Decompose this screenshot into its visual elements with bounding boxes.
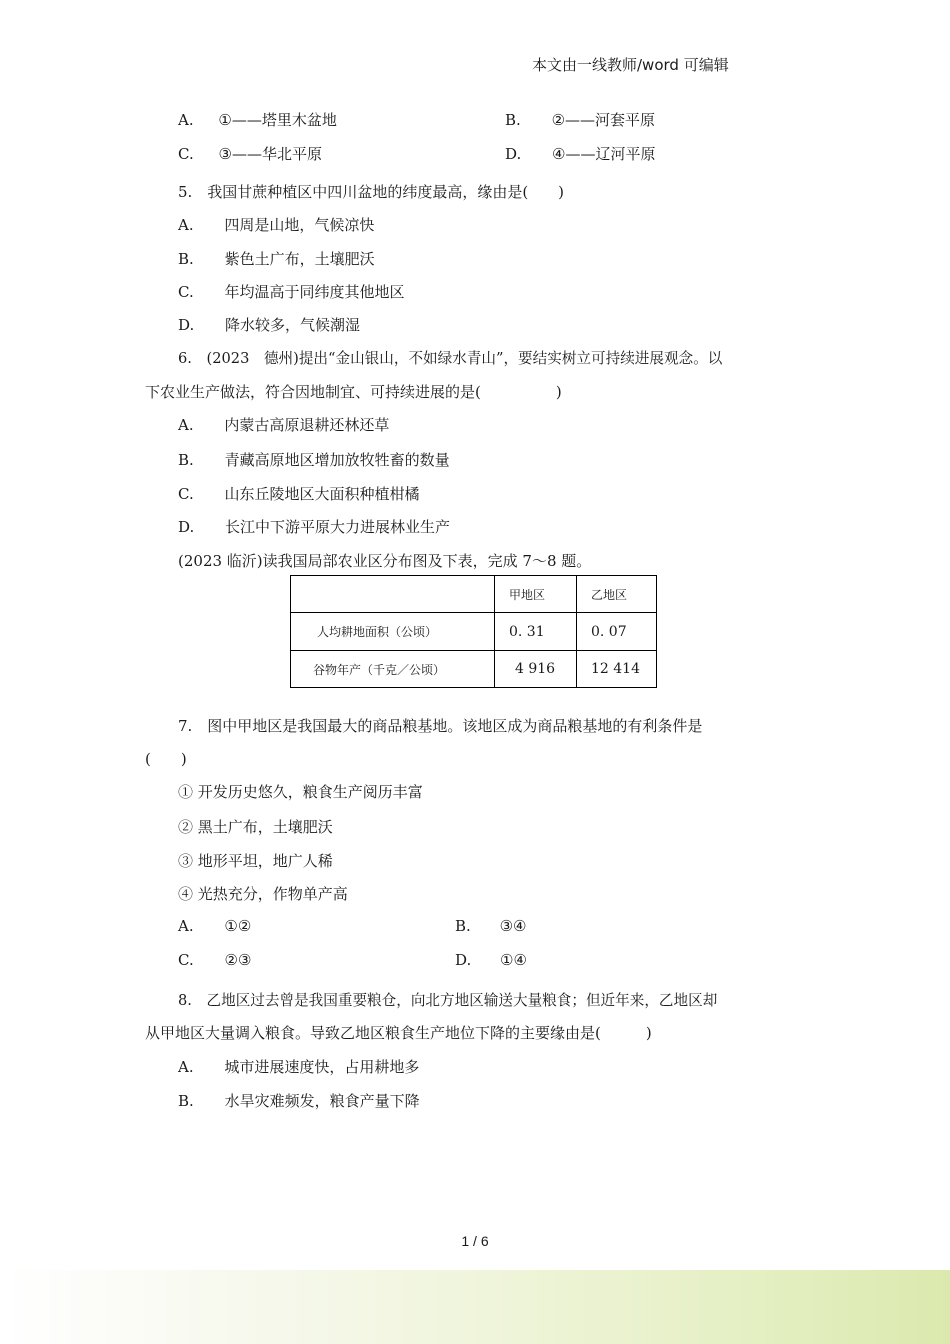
option-text: ①④ [500,951,527,969]
table-header-cell: 乙地区 [577,576,657,613]
page-header: 本文由一线教师/word 可编辑 [532,56,729,74]
table-cell: 0. 31 [495,613,577,651]
q6-stem-line1: 6. (2023 德州)提出“金山银山，不如绿水青山”，要结实树立可持续进展观念。以 [178,350,723,367]
q7-statement: ④ 光热充分，作物单产高 [178,885,348,903]
q5-option-d [178,314,360,335]
q7-statement: ③ 地形平坦，地广人稀 [178,852,333,870]
q4-option-a [178,109,337,130]
q7-statement: ② 黑土广布，土壤肥沃 [178,818,333,836]
q8-option-a [178,1056,419,1077]
option-text: 降水较多，气候潮湿 [225,316,361,334]
q4-option-c [178,143,322,164]
q8-option-b [178,1090,420,1111]
option-text: 年均温高于同纬度其他地区 [224,283,405,301]
option-letter: A. [178,416,194,434]
table-header-cell: 甲地区 [495,576,577,613]
table-row-label: 人均耕地面积（公顷） [291,613,495,651]
option-letter: A. [178,111,194,129]
option-text: 山东丘陵地区大面积种植柑橘 [224,485,420,503]
q7-option-d [455,951,527,969]
q8-stem-line2: 从甲地区大量调入粮食。导致乙地区粮食生产地位下降的主要缘由是( ) [145,1024,652,1042]
option-letter: B. [178,451,194,469]
option-text: 城市进展速度快，占用耕地多 [224,1058,420,1076]
q7-option-c [178,951,251,969]
option-letter: C. [178,145,194,163]
option-letter: B. [505,111,521,129]
decorative-footer-band [0,1270,950,1344]
option-letter: C. [178,485,194,503]
q7-stem-line1: 7. 图中甲地区是我国最大的商品粮基地。该地区成为商品粮基地的有利条件是 [178,717,703,735]
q5-option-b [178,248,375,269]
q5-option-a [178,214,374,235]
table-row [291,613,657,651]
page-number: 1 / 6 [461,1233,489,1249]
option-text: ③——华北平原 [218,145,322,163]
table-cell: 0. 07 [577,613,657,651]
option-letter: A. [178,1058,194,1076]
option-text: 四周是山地，气候凉快 [224,216,375,234]
q7-stem-line2: ( ) [145,750,187,768]
q7-8-intro: (2023 临沂)读我国局部农业区分布图及下表，完成 7～8 题。 [178,552,592,570]
option-text: 水旱灾难频发，粮食产量下降 [224,1092,420,1110]
option-text: ①② [224,917,252,935]
option-text: ②——河套平原 [551,111,656,129]
option-letter: A. [178,917,194,935]
q5-option-c [178,281,405,302]
option-text: ④——辽河平原 [552,145,656,163]
q6-option-d [178,516,450,537]
table-header-cell [291,576,495,613]
q7-option-b [455,917,526,935]
option-letter: A. [178,216,194,234]
option-text: ②③ [224,951,252,969]
option-text: ①——塔里木盆地 [218,111,337,129]
option-letter: D. [178,518,195,536]
option-text: 长江中下游平原大力进展林业生产 [225,518,451,536]
q6-option-c [178,483,420,504]
option-text: ③④ [499,917,527,935]
table-header-row [291,576,657,613]
option-letter: B. [178,250,194,268]
option-text: 青藏高原地区增加放牧牲畜的数量 [224,451,450,469]
option-letter: D. [455,951,472,969]
table-row-label: 谷物年产（千克／公顷） [291,651,495,688]
q5-stem: 5. 我国甘蔗种植区中四川盆地的纬度最高，缘由是( ) [178,183,565,201]
q6-option-b [178,449,450,470]
option-letter: B. [455,917,471,935]
q4-option-d [505,143,656,164]
option-letter: D. [505,145,522,163]
table-cell: 12 414 [577,651,657,688]
q6-option-a [178,414,389,435]
option-letter: B. [178,1092,194,1110]
agri-data-table [290,575,657,688]
q6-stem-line2: 下农业生产做法，符合因地制宜、可持续进展的是( ) [145,383,562,401]
option-letter: C. [178,951,194,969]
option-letter: C. [178,283,194,301]
q4-option-b [505,109,655,130]
table-cell: 4 916 [495,651,577,688]
option-text: 紫色土广布，土壤肥沃 [224,250,375,268]
q8-stem-line1: 8. 乙地区过去曾是我国重要粮仓，向北方地区输送大量粮食；但近年来，乙地区却 [178,992,718,1009]
table-row [291,651,657,688]
option-letter: D. [178,316,195,334]
q7-option-a [178,917,251,935]
q7-statement: ① 开发历史悠久，粮食生产阅历丰富 [178,783,423,801]
option-text: 内蒙古高原退耕还林还草 [224,416,390,434]
